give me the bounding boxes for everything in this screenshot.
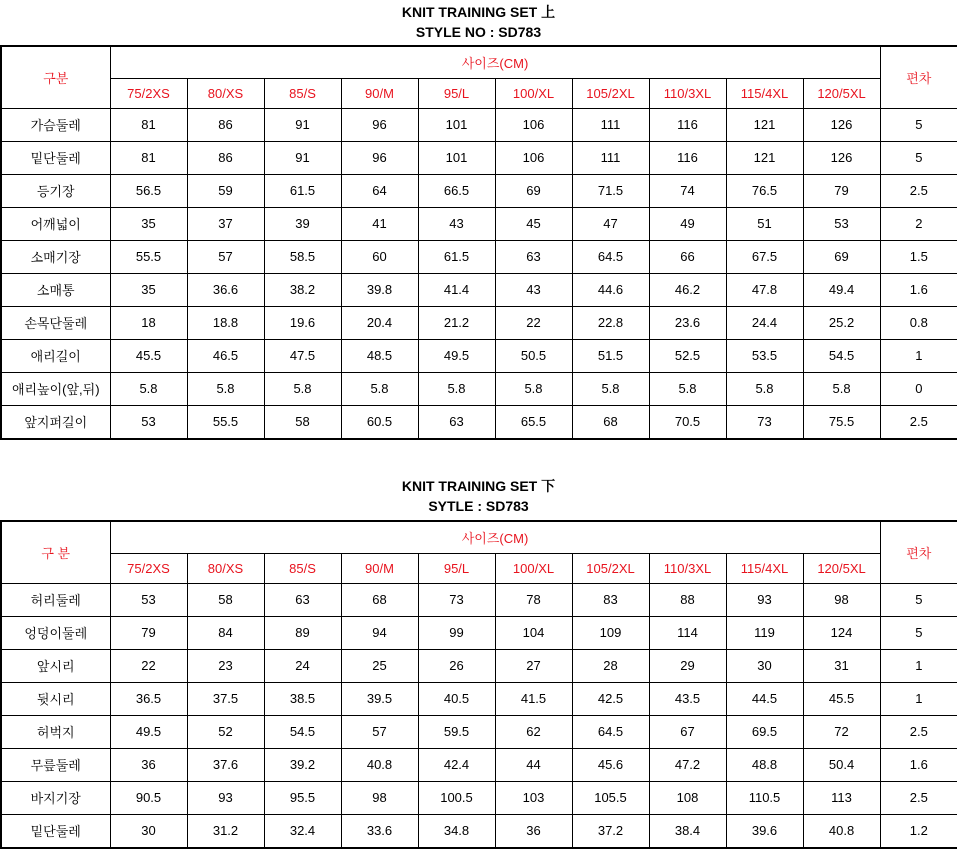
table-row bbox=[1, 781, 957, 814]
row-label-cell: 소매기장 bbox=[1, 240, 110, 273]
measurement-cell: 45.6 bbox=[572, 748, 649, 781]
measurement-cell: 71.5 bbox=[572, 174, 649, 207]
measurement-cell: 41.5 bbox=[495, 682, 572, 715]
measurement-cell: 51 bbox=[726, 207, 803, 240]
measurement-cell: 46.5 bbox=[187, 339, 264, 372]
size-header-cell: 75/2XS bbox=[110, 78, 187, 108]
size-header-cell: 95/L bbox=[418, 78, 495, 108]
measurement-cell: 42.5 bbox=[572, 682, 649, 715]
measurement-cell: 66.5 bbox=[418, 174, 495, 207]
measurement-cell: 47.8 bbox=[726, 273, 803, 306]
measurement-cell: 54.5 bbox=[264, 715, 341, 748]
size-header-cell: 85/S bbox=[264, 78, 341, 108]
measurement-cell: 45.5 bbox=[110, 339, 187, 372]
row-label-cell: 바지기장 bbox=[1, 781, 110, 814]
table-row bbox=[1, 141, 957, 174]
measurement-cell: 45.5 bbox=[803, 682, 880, 715]
measurement-cell: 39.2 bbox=[264, 748, 341, 781]
bottom-title-block bbox=[0, 476, 957, 516]
size-group-header: 사이즈(CM) bbox=[110, 521, 880, 553]
measurement-cell: 37.5 bbox=[187, 682, 264, 715]
bottom-style-no: SYTLE : SD783 bbox=[428, 498, 529, 514]
measurement-cell: 53 bbox=[803, 207, 880, 240]
measurement-cell: 60.5 bbox=[341, 405, 418, 439]
corner-header-cell: 구분 bbox=[1, 46, 110, 108]
measurement-cell: 22.8 bbox=[572, 306, 649, 339]
measurement-cell: 109 bbox=[572, 616, 649, 649]
table-row bbox=[1, 682, 957, 715]
measurement-cell: 27 bbox=[495, 649, 572, 682]
top-title-block bbox=[0, 2, 957, 42]
row-label-cell: 허리둘레 bbox=[1, 583, 110, 616]
measurement-cell: 62 bbox=[495, 715, 572, 748]
deviation-cell: 1.6 bbox=[880, 748, 957, 781]
deviation-cell: 5 bbox=[880, 108, 957, 141]
measurement-cell: 94 bbox=[341, 616, 418, 649]
measurement-cell: 55.5 bbox=[110, 240, 187, 273]
measurement-cell: 73 bbox=[726, 405, 803, 439]
measurement-cell: 101 bbox=[418, 108, 495, 141]
measurement-cell: 24 bbox=[264, 649, 341, 682]
measurement-cell: 35 bbox=[110, 273, 187, 306]
measurement-cell: 57 bbox=[341, 715, 418, 748]
measurement-cell: 55.5 bbox=[187, 405, 264, 439]
measurement-cell: 31.2 bbox=[187, 814, 264, 848]
row-label-cell: 밑단둘레 bbox=[1, 814, 110, 848]
measurement-cell: 116 bbox=[649, 141, 726, 174]
table-row bbox=[1, 649, 957, 682]
measurement-cell: 41.4 bbox=[418, 273, 495, 306]
measurement-cell: 33.6 bbox=[341, 814, 418, 848]
size-header-row bbox=[1, 78, 957, 108]
measurement-cell: 89 bbox=[264, 616, 341, 649]
table-row bbox=[1, 814, 957, 848]
size-header-cell: 100/XL bbox=[495, 78, 572, 108]
measurement-cell: 46.2 bbox=[649, 273, 726, 306]
measurement-cell: 60 bbox=[341, 240, 418, 273]
measurement-cell: 57 bbox=[187, 240, 264, 273]
measurement-cell: 66 bbox=[649, 240, 726, 273]
deviation-cell: 2.5 bbox=[880, 781, 957, 814]
measurement-cell: 74 bbox=[649, 174, 726, 207]
table-row bbox=[1, 583, 957, 616]
measurement-cell: 61.5 bbox=[418, 240, 495, 273]
measurement-cell: 111 bbox=[572, 141, 649, 174]
measurement-cell: 44.5 bbox=[726, 682, 803, 715]
measurement-cell: 37 bbox=[187, 207, 264, 240]
deviation-cell: 1 bbox=[880, 682, 957, 715]
measurement-cell: 116 bbox=[649, 108, 726, 141]
row-label-cell: 무릎둘레 bbox=[1, 748, 110, 781]
measurement-cell: 5.8 bbox=[341, 372, 418, 405]
deviation-cell: 2.5 bbox=[880, 405, 957, 439]
row-label-cell: 앞시리 bbox=[1, 649, 110, 682]
measurement-cell: 5.8 bbox=[803, 372, 880, 405]
deviation-cell: 2.5 bbox=[880, 715, 957, 748]
measurement-cell: 53 bbox=[110, 583, 187, 616]
measurement-cell: 56.5 bbox=[110, 174, 187, 207]
measurement-cell: 40.8 bbox=[803, 814, 880, 848]
row-label-cell: 손목단둘레 bbox=[1, 306, 110, 339]
measurement-cell: 30 bbox=[110, 814, 187, 848]
measurement-cell: 5.8 bbox=[572, 372, 649, 405]
measurement-cell: 81 bbox=[110, 141, 187, 174]
table-row bbox=[1, 339, 957, 372]
size-header-cell: 85/S bbox=[264, 553, 341, 583]
measurement-cell: 68 bbox=[341, 583, 418, 616]
measurement-cell: 44.6 bbox=[572, 273, 649, 306]
measurement-cell: 39 bbox=[264, 207, 341, 240]
measurement-cell: 18 bbox=[110, 306, 187, 339]
measurement-cell: 22 bbox=[110, 649, 187, 682]
row-label-cell: 어깨넓이 bbox=[1, 207, 110, 240]
bottom-title: KNIT TRAINING SET 下 bbox=[401, 478, 556, 494]
measurement-cell: 76.5 bbox=[726, 174, 803, 207]
measurement-cell: 40.8 bbox=[341, 748, 418, 781]
measurement-cell: 90.5 bbox=[110, 781, 187, 814]
measurement-cell: 48.8 bbox=[726, 748, 803, 781]
measurement-cell: 58.5 bbox=[264, 240, 341, 273]
measurement-cell: 43 bbox=[495, 273, 572, 306]
measurement-cell: 114 bbox=[649, 616, 726, 649]
size-header-cell: 80/XS bbox=[187, 78, 264, 108]
measurement-cell: 47.2 bbox=[649, 748, 726, 781]
measurement-cell: 47 bbox=[572, 207, 649, 240]
measurement-cell: 48.5 bbox=[341, 339, 418, 372]
measurement-cell: 75.5 bbox=[803, 405, 880, 439]
measurement-cell: 106 bbox=[495, 108, 572, 141]
table-row bbox=[1, 207, 957, 240]
size-header-cell: 95/L bbox=[418, 553, 495, 583]
measurement-cell: 91 bbox=[264, 108, 341, 141]
measurement-cell: 79 bbox=[803, 174, 880, 207]
measurement-cell: 21.2 bbox=[418, 306, 495, 339]
deviation-cell: 1.6 bbox=[880, 273, 957, 306]
deviation-cell: 0.8 bbox=[880, 306, 957, 339]
table-row bbox=[1, 240, 957, 273]
row-label-cell: 애리높이(앞,뒤) bbox=[1, 372, 110, 405]
measurement-cell: 59 bbox=[187, 174, 264, 207]
measurement-cell: 38.4 bbox=[649, 814, 726, 848]
measurement-cell: 119 bbox=[726, 616, 803, 649]
measurement-cell: 50.5 bbox=[495, 339, 572, 372]
row-label-cell: 앞지퍼길이 bbox=[1, 405, 110, 439]
measurement-cell: 18.8 bbox=[187, 306, 264, 339]
measurement-cell: 54.5 bbox=[803, 339, 880, 372]
row-label-cell: 애리길이 bbox=[1, 339, 110, 372]
measurement-cell: 20.4 bbox=[341, 306, 418, 339]
table-row bbox=[1, 748, 957, 781]
row-label-cell: 엉덩이둘레 bbox=[1, 616, 110, 649]
size-header-cell: 105/2XL bbox=[572, 553, 649, 583]
measurement-cell: 53 bbox=[110, 405, 187, 439]
corner-header-cell: 구 분 bbox=[1, 521, 110, 583]
measurement-cell: 49.5 bbox=[418, 339, 495, 372]
size-group-header: 사이즈(CM) bbox=[110, 46, 880, 78]
measurement-cell: 121 bbox=[726, 108, 803, 141]
measurement-cell: 44 bbox=[495, 748, 572, 781]
measurement-cell: 83 bbox=[572, 583, 649, 616]
measurement-cell: 37.2 bbox=[572, 814, 649, 848]
measurement-cell: 63 bbox=[418, 405, 495, 439]
measurement-cell: 25 bbox=[341, 649, 418, 682]
measurement-cell: 49.4 bbox=[803, 273, 880, 306]
measurement-cell: 69.5 bbox=[726, 715, 803, 748]
table-row bbox=[1, 715, 957, 748]
measurement-cell: 86 bbox=[187, 141, 264, 174]
measurement-cell: 91 bbox=[264, 141, 341, 174]
measurement-cell: 72 bbox=[803, 715, 880, 748]
measurement-cell: 36 bbox=[110, 748, 187, 781]
measurement-cell: 28 bbox=[572, 649, 649, 682]
row-label-cell: 허벅지 bbox=[1, 715, 110, 748]
measurement-cell: 88 bbox=[649, 583, 726, 616]
measurement-cell: 51.5 bbox=[572, 339, 649, 372]
measurement-cell: 105.5 bbox=[572, 781, 649, 814]
table-row bbox=[1, 405, 957, 439]
measurement-cell: 78 bbox=[495, 583, 572, 616]
table-row bbox=[1, 616, 957, 649]
deviation-header-cell: 편차 bbox=[880, 521, 957, 583]
measurement-cell: 64.5 bbox=[572, 240, 649, 273]
measurement-cell: 95.5 bbox=[264, 781, 341, 814]
measurement-cell: 79 bbox=[110, 616, 187, 649]
header-row bbox=[1, 46, 957, 78]
measurement-cell: 64 bbox=[341, 174, 418, 207]
size-header-cell: 120/5XL bbox=[803, 553, 880, 583]
measurement-cell: 58 bbox=[187, 583, 264, 616]
size-header-cell: 105/2XL bbox=[572, 78, 649, 108]
size-header-cell: 75/2XS bbox=[110, 553, 187, 583]
size-header-cell: 110/3XL bbox=[649, 553, 726, 583]
measurement-cell: 38.5 bbox=[264, 682, 341, 715]
measurement-cell: 5.8 bbox=[187, 372, 264, 405]
measurement-cell: 70.5 bbox=[649, 405, 726, 439]
measurement-cell: 39.8 bbox=[341, 273, 418, 306]
deviation-cell: 1 bbox=[880, 649, 957, 682]
top-title: KNIT TRAINING SET 上 bbox=[401, 4, 556, 20]
row-label-cell: 가슴둘레 bbox=[1, 108, 110, 141]
measurement-cell: 73 bbox=[418, 583, 495, 616]
measurement-cell: 5.8 bbox=[418, 372, 495, 405]
measurement-cell: 49 bbox=[649, 207, 726, 240]
measurement-cell: 30 bbox=[726, 649, 803, 682]
bottom-table-body bbox=[1, 521, 957, 848]
measurement-cell: 42.4 bbox=[418, 748, 495, 781]
deviation-cell: 1 bbox=[880, 339, 957, 372]
measurement-cell: 24.4 bbox=[726, 306, 803, 339]
top-table-body bbox=[1, 46, 957, 439]
measurement-cell: 47.5 bbox=[264, 339, 341, 372]
measurement-cell: 43 bbox=[418, 207, 495, 240]
row-label-cell: 밑단둘레 bbox=[1, 141, 110, 174]
size-header-cell: 115/4XL bbox=[726, 553, 803, 583]
measurement-cell: 39.5 bbox=[341, 682, 418, 715]
measurement-cell: 65.5 bbox=[495, 405, 572, 439]
measurement-cell: 39.6 bbox=[726, 814, 803, 848]
measurement-cell: 126 bbox=[803, 141, 880, 174]
size-header-cell: 120/5XL bbox=[803, 78, 880, 108]
measurement-cell: 37.6 bbox=[187, 748, 264, 781]
measurement-cell: 5.8 bbox=[495, 372, 572, 405]
measurement-cell: 67 bbox=[649, 715, 726, 748]
measurement-cell: 26 bbox=[418, 649, 495, 682]
bottom-size-table bbox=[0, 520, 957, 849]
measurement-cell: 36.5 bbox=[110, 682, 187, 715]
table-row bbox=[1, 372, 957, 405]
measurement-cell: 126 bbox=[803, 108, 880, 141]
measurement-cell: 19.6 bbox=[264, 306, 341, 339]
deviation-header-cell: 편차 bbox=[880, 46, 957, 108]
measurement-cell: 96 bbox=[341, 108, 418, 141]
measurement-cell: 113 bbox=[803, 781, 880, 814]
top-size-table bbox=[0, 45, 957, 440]
table-row bbox=[1, 273, 957, 306]
row-label-cell: 등기장 bbox=[1, 174, 110, 207]
measurement-cell: 38.2 bbox=[264, 273, 341, 306]
measurement-cell: 96 bbox=[341, 141, 418, 174]
deviation-cell: 2 bbox=[880, 207, 957, 240]
measurement-cell: 104 bbox=[495, 616, 572, 649]
measurement-cell: 110.5 bbox=[726, 781, 803, 814]
deviation-cell: 2.5 bbox=[880, 174, 957, 207]
measurement-cell: 69 bbox=[495, 174, 572, 207]
measurement-cell: 99 bbox=[418, 616, 495, 649]
measurement-cell: 52 bbox=[187, 715, 264, 748]
deviation-cell: 1.5 bbox=[880, 240, 957, 273]
measurement-cell: 98 bbox=[341, 781, 418, 814]
measurement-cell: 121 bbox=[726, 141, 803, 174]
size-header-cell: 80/XS bbox=[187, 553, 264, 583]
measurement-cell: 40.5 bbox=[418, 682, 495, 715]
measurement-cell: 59.5 bbox=[418, 715, 495, 748]
size-header-cell: 100/XL bbox=[495, 553, 572, 583]
row-label-cell: 소매통 bbox=[1, 273, 110, 306]
measurement-cell: 93 bbox=[726, 583, 803, 616]
deviation-cell: 5 bbox=[880, 141, 957, 174]
measurement-cell: 5.8 bbox=[726, 372, 803, 405]
measurement-cell: 63 bbox=[495, 240, 572, 273]
measurement-cell: 98 bbox=[803, 583, 880, 616]
measurement-cell: 53.5 bbox=[726, 339, 803, 372]
table-row bbox=[1, 174, 957, 207]
measurement-cell: 45 bbox=[495, 207, 572, 240]
measurement-cell: 50.4 bbox=[803, 748, 880, 781]
measurement-cell: 5.8 bbox=[110, 372, 187, 405]
deviation-cell: 5 bbox=[880, 616, 957, 649]
measurement-cell: 36 bbox=[495, 814, 572, 848]
measurement-cell: 23 bbox=[187, 649, 264, 682]
measurement-cell: 93 bbox=[187, 781, 264, 814]
measurement-cell: 67.5 bbox=[726, 240, 803, 273]
size-header-cell: 90/M bbox=[341, 553, 418, 583]
measurement-cell: 5.8 bbox=[264, 372, 341, 405]
top-style-no: STYLE NO : SD783 bbox=[415, 24, 542, 40]
table-row bbox=[1, 306, 957, 339]
measurement-cell: 106 bbox=[495, 141, 572, 174]
measurement-cell: 61.5 bbox=[264, 174, 341, 207]
measurement-cell: 23.6 bbox=[649, 306, 726, 339]
header-row bbox=[1, 521, 957, 553]
measurement-cell: 108 bbox=[649, 781, 726, 814]
measurement-cell: 111 bbox=[572, 108, 649, 141]
measurement-cell: 124 bbox=[803, 616, 880, 649]
measurement-cell: 29 bbox=[649, 649, 726, 682]
measurement-cell: 31 bbox=[803, 649, 880, 682]
measurement-cell: 32.4 bbox=[264, 814, 341, 848]
measurement-cell: 34.8 bbox=[418, 814, 495, 848]
measurement-cell: 35 bbox=[110, 207, 187, 240]
size-header-cell: 90/M bbox=[341, 78, 418, 108]
measurement-cell: 63 bbox=[264, 583, 341, 616]
measurement-cell: 43.5 bbox=[649, 682, 726, 715]
measurement-cell: 49.5 bbox=[110, 715, 187, 748]
measurement-cell: 69 bbox=[803, 240, 880, 273]
measurement-cell: 41 bbox=[341, 207, 418, 240]
measurement-cell: 58 bbox=[264, 405, 341, 439]
measurement-cell: 25.2 bbox=[803, 306, 880, 339]
measurement-cell: 84 bbox=[187, 616, 264, 649]
size-header-cell: 110/3XL bbox=[649, 78, 726, 108]
deviation-cell: 0 bbox=[880, 372, 957, 405]
measurement-cell: 101 bbox=[418, 141, 495, 174]
measurement-cell: 36.6 bbox=[187, 273, 264, 306]
table-row bbox=[1, 108, 957, 141]
measurement-cell: 22 bbox=[495, 306, 572, 339]
size-header-row bbox=[1, 553, 957, 583]
measurement-cell: 86 bbox=[187, 108, 264, 141]
measurement-cell: 68 bbox=[572, 405, 649, 439]
measurement-cell: 81 bbox=[110, 108, 187, 141]
measurement-cell: 100.5 bbox=[418, 781, 495, 814]
measurement-cell: 5.8 bbox=[649, 372, 726, 405]
deviation-cell: 5 bbox=[880, 583, 957, 616]
row-label-cell: 뒷시리 bbox=[1, 682, 110, 715]
size-header-cell: 115/4XL bbox=[726, 78, 803, 108]
measurement-cell: 52.5 bbox=[649, 339, 726, 372]
measurement-cell: 103 bbox=[495, 781, 572, 814]
measurement-cell: 64.5 bbox=[572, 715, 649, 748]
deviation-cell: 1.2 bbox=[880, 814, 957, 848]
